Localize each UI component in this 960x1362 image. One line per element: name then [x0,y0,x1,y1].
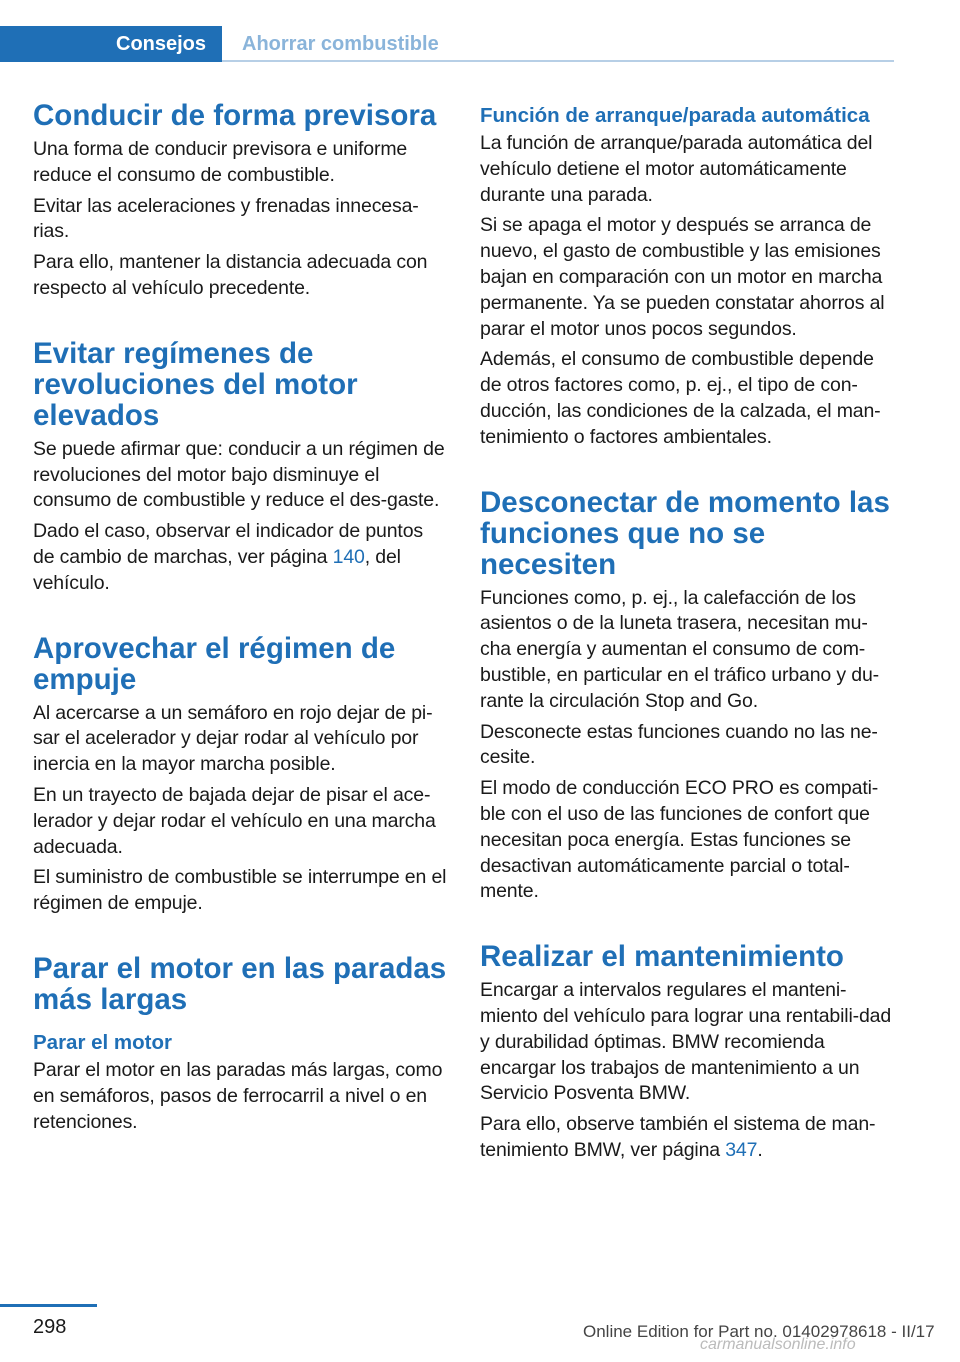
paragraph: Para ello, observe también el sistema de man‐tenimiento BMW, ver página 347. [480,1113,876,1161]
paragraph: Funciones como, p. ej., la calefacción de los asientos o de la luneta trasera, necesitan mu‐cha energía y aumentan el consumo de com‐bustible, en particular en el tráfico urbano y du‐rante la circulación Stop and Go. [480,586,879,712]
paragraph: Encargar a intervalos regulares el manteni‐miento del vehículo para lograr una rentabili‐dad y durabilidad óptimas. BMW recomienda encargar los trabajos de mantenimiento a un Servicio Posventa BMW. [480,979,892,1105]
section-title: Conducir de forma previsora [33,99,437,132]
paragraph: En un trayecto de bajada dejar de pisar el ace‐lerador y dejar rodar el vehículo en una marcha adecuada. [33,783,436,858]
paragraph: Desconecte estas funciones cuando no las ne‐cesite. [480,720,878,769]
paragraph: Parar el motor en las paradas más largas, como en semáforos, pasos de ferrocarril a nivel o en retenciones. [33,1058,443,1133]
section-title: Parar el motor en las paradas más largas [33,951,447,1016]
watermark: carmanualsonline.info [700,1336,856,1353]
page-link[interactable]: 140 [332,545,365,568]
section-title: Aprovechar el régimen de empuje [33,631,396,696]
right-column [480,100,896,1164]
header-divider [222,60,894,62]
paragraph: El modo de conducción ECO PRO es compati‐ble con el uso de las funciones de confort que necesitan poca energía. Estas funciones se desactivan automáticamente parcial o total‐mente. [480,777,879,903]
paragraph: El suministro de combustible se interrumpe en el régimen de empuje. [33,866,447,915]
paragraph: La función de arranque/parada automática del vehículo detiene el motor automáticamente durante una parada. [480,132,873,206]
subsection-title: Función de arranque/parada automática [480,104,870,127]
paragraph: Para ello, mantener la distancia adecuada con respecto al vehículo precedente. [33,251,428,299]
paragraph: Si se apaga el motor y después se arranca de nuevo, el gasto de combustible y las emisiones bajan en comparación con un motor en marcha permanente. Ya se pueden constatar ahorros al parar el motor unos pocos segundos. [480,214,885,340]
paragraph: Evitar las aceleraciones y frenadas innecesa‐rias. [33,194,419,243]
section-title: Desconectar de momento las funciones que no se necesiten [480,485,890,581]
section-tab[interactable]: Ahorrar combustible [242,33,439,55]
page-header [0,0,960,64]
page-link[interactable]: 347 [725,1138,758,1161]
subsection-title: Parar el motor [33,1030,172,1054]
left-column [33,100,449,1135]
page-number: 298 [33,1316,67,1338]
paragraph: Además, el consumo de combustible depende de otros factores como, p. ej., el tipo de con‐ducción, las condiciones de la calzada, el man‐tenimiento o factores ambientales. [480,348,881,448]
footer-divider [0,1304,97,1307]
edition-note: Online Edition for Part no. 01402978618 - II/17 [583,1322,935,1341]
paragraph: Se puede afirmar que: conducir a un régimen de revoluciones del motor bajo disminuye el consumo de combustible y reduce el des‐gaste. [33,437,445,512]
paragraph: Dado el caso, observar el indicador de puntos de cambio de marchas, ver página 140, del vehículo. [33,520,423,594]
section-title: Realizar el mantenimiento [480,940,844,974]
paragraph: Al acercarse a un semáforo en rojo dejar de pi‐sar el acelerador y dejar rodar al vehículo por inercia en la mayor marcha posible. [33,701,433,776]
chapter-tab[interactable]: Consejos [0,26,222,62]
section-title: Evitar regímenes de revoluciones del motor elevados [33,336,358,432]
paragraph: Una forma de conducir previsora e uniforme reduce el consumo de combustible. [33,138,408,186]
